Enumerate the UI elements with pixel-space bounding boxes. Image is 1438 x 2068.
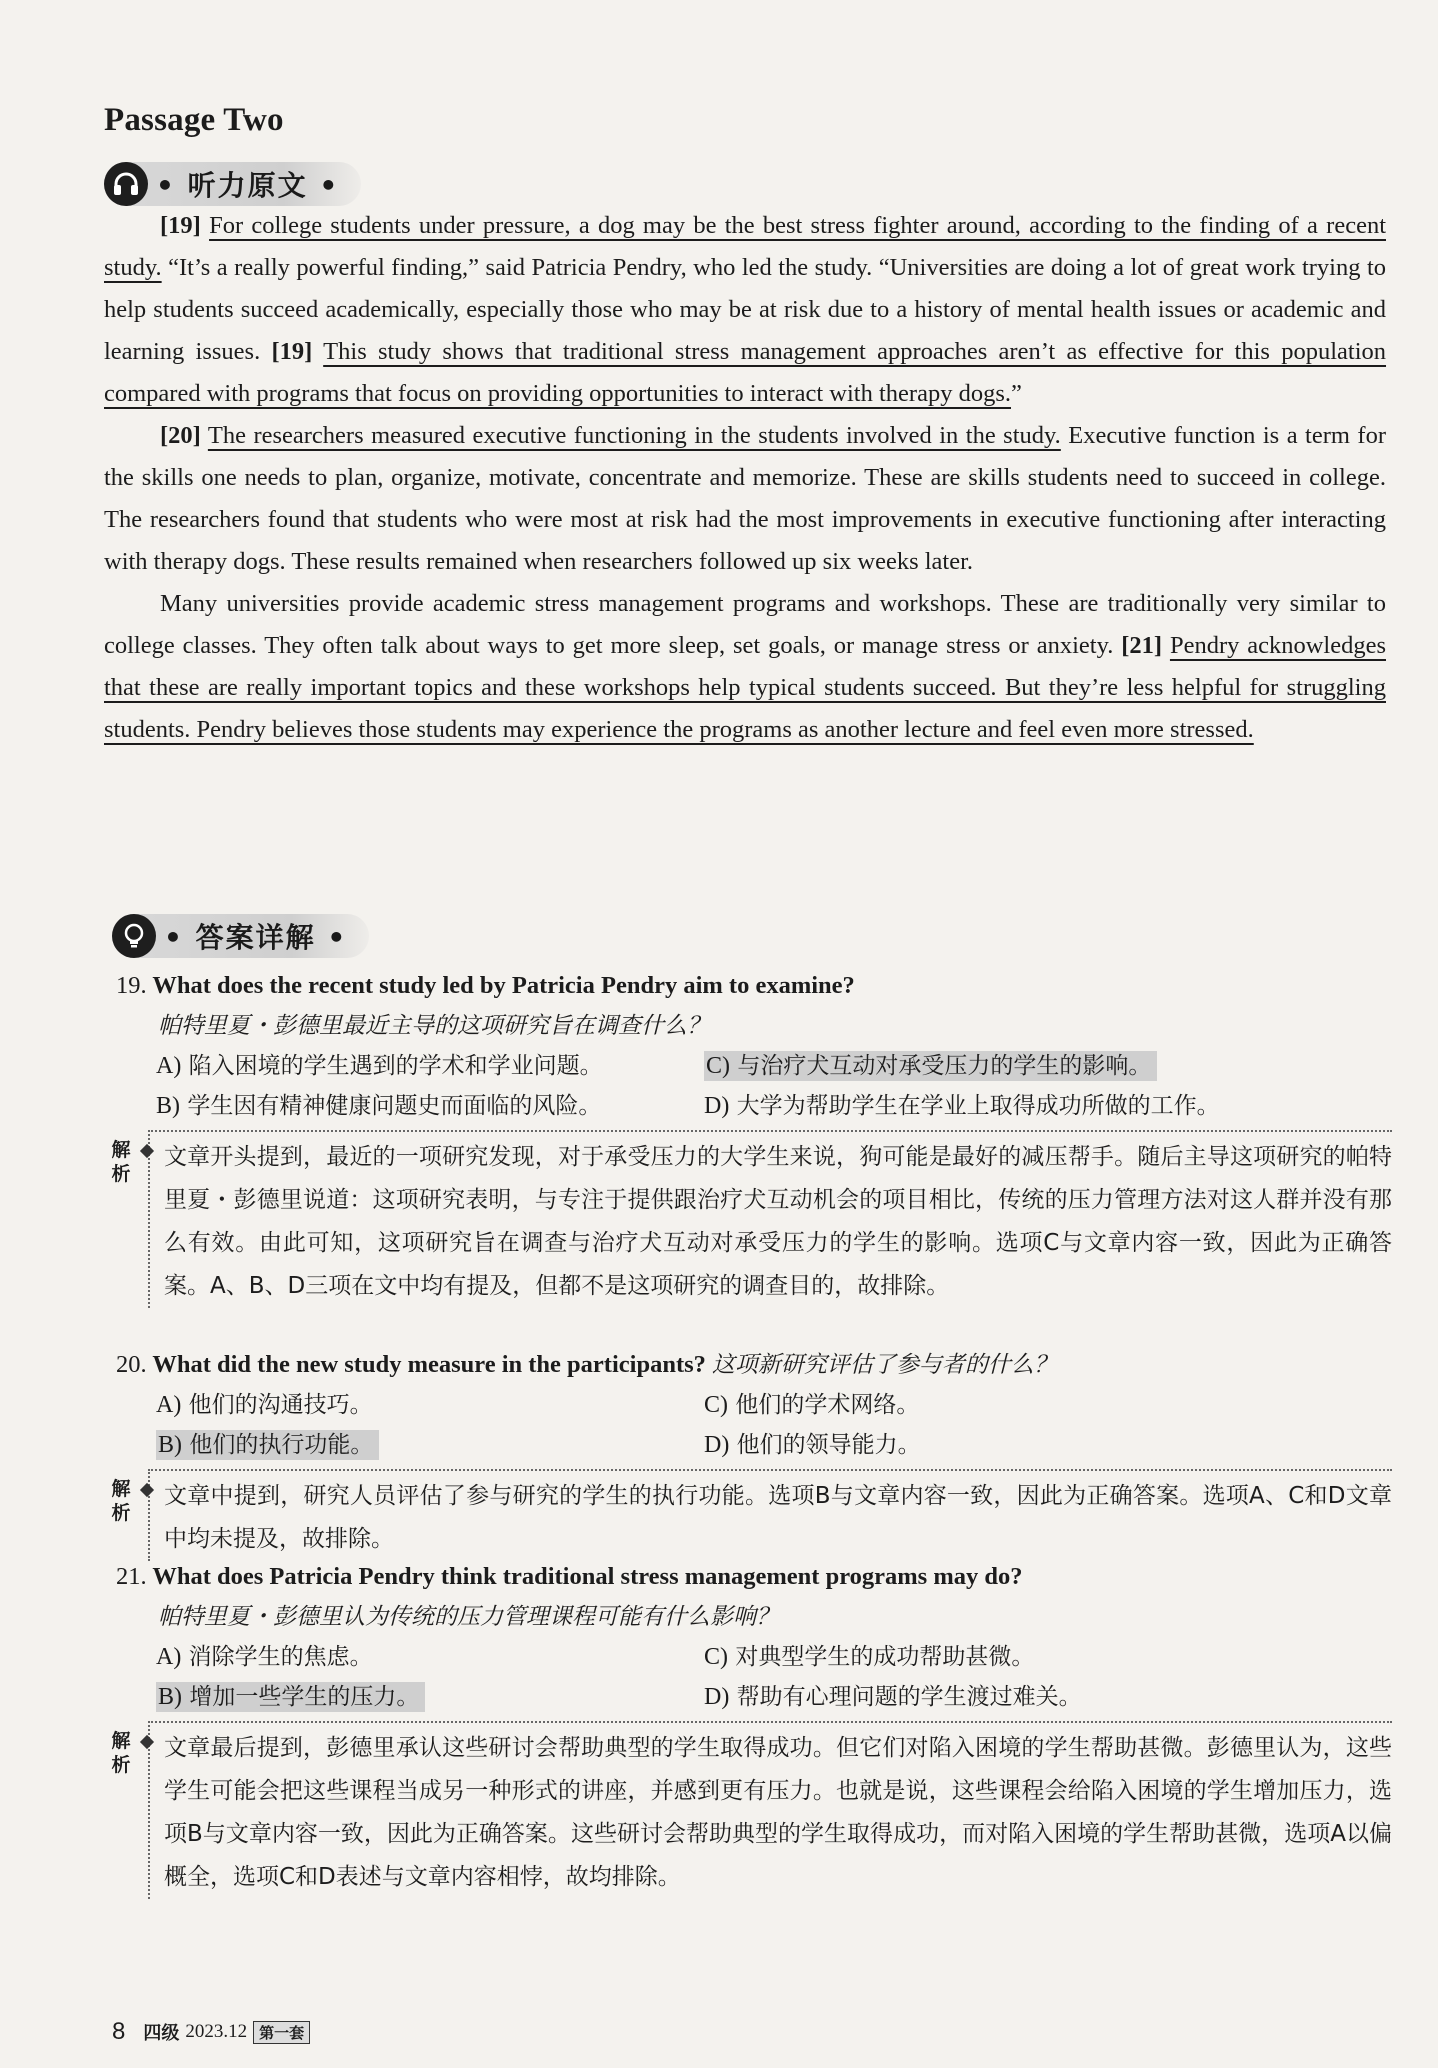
underlined-sentence: For college students under pressure, a dog may be the best stress fighter around, according to the finding of a recent study. [104,212,1386,281]
question-21 [111,1557,1392,1899]
headphones-icon [104,162,148,206]
question-translation: 帕特里夏・彭德里最近主导的这项研究旨在调查什么？ [158,1013,710,1039]
option-b-correct: B) 他们的执行功能。 [156,1425,704,1465]
question-number: 21. [116,1563,147,1590]
option-d: D) 大学为帮助学生在学业上取得成功所做的工作。 [704,1093,1220,1119]
question-tag: [21] [1121,632,1163,659]
exam-set: 第一套 [253,2021,310,2044]
section-badge-answers [112,914,369,958]
question-tag: [19] [160,212,201,239]
analysis-box [111,1469,1392,1561]
option-row [116,1637,1392,1677]
exam-date: 2023.12 [185,2021,248,2042]
option-row [116,1385,1392,1425]
section-badge-transcript [104,162,361,206]
diamond-icon [140,1735,154,1749]
paragraph-text: “It’s a really powerful finding,” said Patricia Pendry, who led the study. “Universities are doing a lot of great work trying to help students succeed academically, especially those who may be at risk due to a history of mental health issues or academic and learning issues. [104,254,1386,365]
diamond-icon [140,1144,154,1158]
option-row [116,1425,1392,1465]
analysis-label: 解析 [111,1478,131,1524]
page-footer [112,2018,310,2046]
analysis-text: 文章最后提到，彭德里承认这些研讨会帮助典型的学生取得成功。但它们对陷入困境的学生帮助甚微。彭德里认为，这些学生可能会把这些课程当成另一种形式的讲座，并感到更有压力。也就是说，这些课程会给陷入困境的学生增加压力，选项B与文章内容一致，因此为正确答案。这些研讨会帮助典型的学生取得成功，而对陷入困境的学生帮助甚微，选项A以偏概全，选项C和D表述与文章内容相悖，故均排除。 [164,1735,1392,1890]
transcript-paragraph [104,583,1386,751]
question-translation: 帕特里夏・彭德里认为传统的压力管理课程可能有什么影响？ [158,1604,779,1630]
question-number: 19. [116,972,147,999]
option-d: D) 帮助有心理问题的学生渡过难关。 [704,1684,1082,1710]
analysis-label: 解析 [111,1139,131,1185]
option-row [116,1677,1392,1717]
diamond-icon [140,1483,154,1497]
option-c: C) 他们的学术网络。 [704,1392,920,1418]
section-label: • 答案详解 • [164,921,348,954]
question-title [116,966,1392,1006]
paragraph-text: Executive function is a term for the skills one needs to plan, organize, motivate, concentrate and memorize. These are skills students need to succeed in college. The researchers found that students who were most at risk had the most improvements in executive functioning after interacting with therapy dogs. These results remained when researchers followed up six weeks later. [104,422,1387,575]
underlined-sentence: This study shows that traditional stress management approaches aren’t as effective for this population compared with programs that focus on providing opportunities to interact with therapy dogs. [104,338,1387,407]
transcript-paragraph [104,415,1386,583]
page-number: 8 [112,2018,126,2045]
exam-level: 四级 [143,2023,180,2044]
option-a: A) 消除学生的焦虑。 [156,1644,373,1670]
analysis-box [111,1721,1392,1899]
analysis-label: 解析 [111,1730,131,1776]
option-b: B) 学生因有精神健康问题史而面临的风险。 [156,1093,602,1119]
paragraph-text: ” [1011,380,1022,407]
question-text: What does the recent study led by Patricia Pendry aim to examine? [152,972,855,999]
option-row [116,1086,1392,1126]
question-text: What did the new study measure in the participants? [152,1351,706,1378]
option-row [116,1046,1392,1086]
option-a: A) 陷入困境的学生遇到的学术和学业问题。 [156,1053,603,1079]
question-20 [111,1345,1392,1561]
option-a: A) 他们的沟通技巧。 [156,1392,373,1418]
lightbulb-icon [112,914,156,958]
option-d: D) 他们的领导能力。 [704,1432,921,1458]
question-tag: [19] [271,338,313,365]
question-translation: 这项新研究评估了参与者的什么？ [711,1352,1057,1378]
option-c: C) 对典型学生的成功帮助甚微。 [704,1644,1035,1670]
question-title [116,1345,1392,1385]
option-c-correct: C) 与治疗犬互动对承受压力的学生的影响。 [704,1046,1252,1086]
passage-title: Passage Two [104,102,284,138]
underlined-sentence: Pendry acknowledges that these are really important topics and these workshops help typical students succeed. But they’re less helpful for struggling students. Pendry believes those students may experience the programs as another lecture and feel even more stressed. [104,632,1386,743]
question-title [116,1557,1392,1597]
paragraph-text: Many universities provide academic stress management programs and workshops. These are traditionally very similar to college classes. They often talk about ways to get more sleep, set goals, or manage stress or anxiety. [104,590,1386,659]
question-19 [111,966,1392,1308]
transcript [104,205,1386,751]
underlined-sentence: The researchers measured executive functioning in the students involved in the study. [207,422,1061,449]
analysis-box [111,1130,1392,1308]
analysis-text: 文章开头提到，最近的一项研究发现，对于承受压力的大学生来说，狗可能是最好的减压帮手。随后主导这项研究的帕特里夏・彭德里说道：这项研究表明，与专注于提供跟治疗犬互动机会的项目相比，传统的压力管理方法对这人群并没有那么有效。由此可知，这项研究旨在调查与治疗犬互动对承受压力的学生的影响。选项C与文章内容一致，因此为正确答案。A、B、D三项在文中均有提及，但都不是这项研究的调查目的，故排除。 [164,1144,1392,1299]
question-text: What does Patricia Pendry think traditional stress management programs may do? [152,1563,1023,1590]
option-b-correct: B) 增加一些学生的压力。 [156,1677,704,1717]
question-number: 20. [116,1351,147,1378]
section-label: • 听力原文 • [156,169,340,202]
question-tag: [20] [160,422,201,449]
transcript-paragraph [104,205,1386,415]
analysis-text: 文章中提到，研究人员评估了参与研究的学生的执行功能。选项B与文章内容一致，因此为正确答案。选项A、C和D文章中均未提及，故排除。 [164,1483,1392,1552]
